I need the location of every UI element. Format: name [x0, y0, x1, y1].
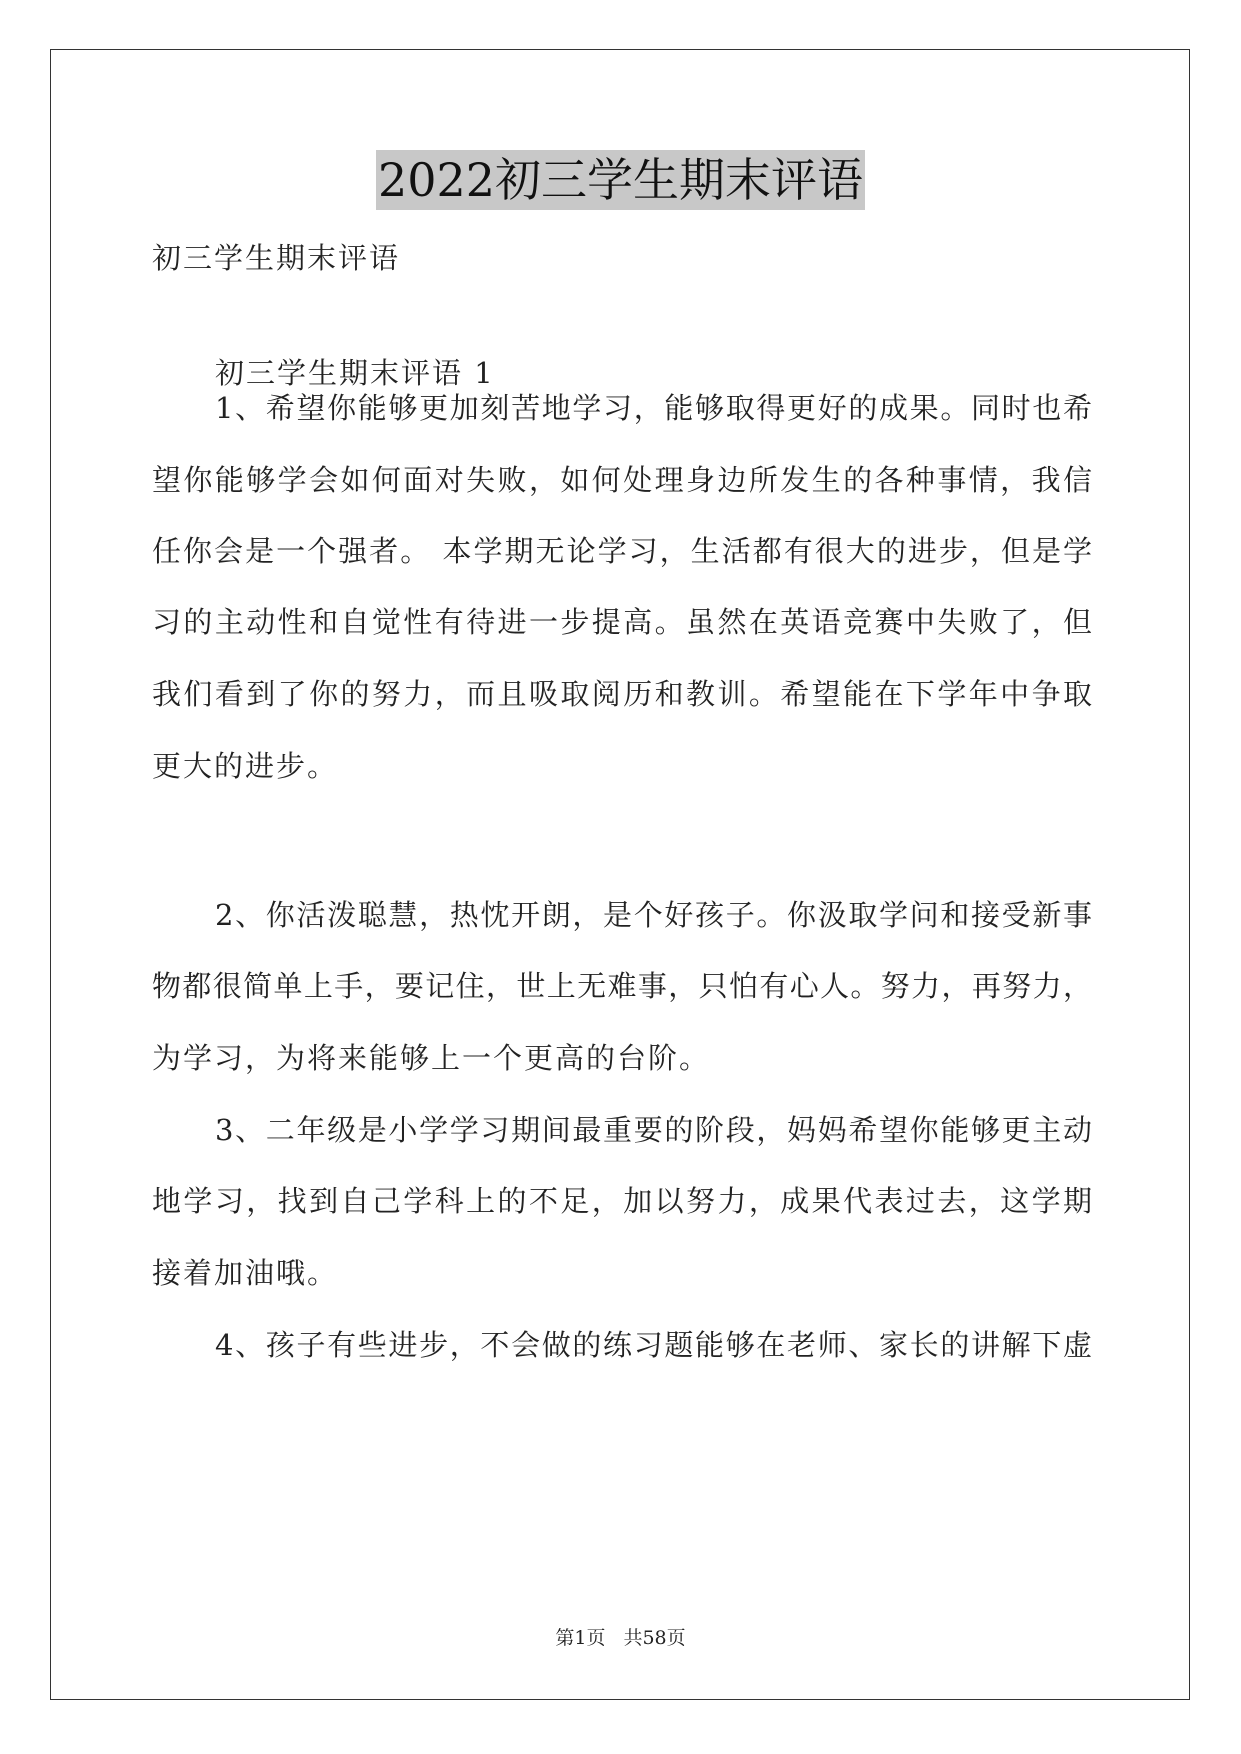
- paragraph-3-line-1: 3、二年级是小学学习期间最重要的阶段，妈妈希望你能够更主动: [215, 1113, 1092, 1147]
- page-number: 第1页: [555, 1627, 606, 1649]
- paragraph-1-line-6: 更大的进步。: [152, 749, 339, 783]
- paragraph-2-line-2: 物都很简单上手，要记住，世上无难事，只怕有心人。努力，再努力，: [152, 969, 1092, 1003]
- document-subtitle: 初三学生期末评语: [152, 241, 401, 275]
- paragraph-3-line-2: 地学习，找到自己学科上的不足，加以努力，成果代表过去，这学期: [152, 1184, 1092, 1218]
- paragraph-1-line-5: 我们看到了你的努力，而且吸取阅历和教训。希望能在下学年中争取: [152, 677, 1092, 711]
- page-border: [50, 49, 1190, 1700]
- paragraph-1-line-4: 习的主动性和自觉性有待进一步提高。虽然在英语竞赛中失败了，但: [152, 605, 1092, 639]
- title-container: [0, 150, 1241, 210]
- paragraph-1-line-2: 望你能够学会如何面对失败，如何处理身边所发生的各种事情，我信: [152, 463, 1092, 497]
- paragraph-1-line-3: 任你会是一个强者。 本学期无论学习，生活都有很大的进步，但是学: [152, 534, 1092, 568]
- page-total: 共58页: [623, 1627, 686, 1649]
- paragraph-2-line-3: 为学习，为将来能够上一个更高的台阶。: [152, 1041, 711, 1075]
- page-footer: [0, 1625, 1241, 1651]
- paragraph-4-line-1: 4、孩子有些进步，不会做的练习题能够在老师、家长的讲解下虚: [215, 1328, 1092, 1362]
- paragraph-2-line-1: 2、你活泼聪慧，热忱开朗，是个好孩子。你汲取学问和接受新事: [215, 898, 1092, 932]
- paragraph-1-line-1: 1、希望你能够更加刻苦地学习，能够取得更好的成果。同时也希: [215, 391, 1092, 425]
- paragraph-3-line-3: 接着加油哦。: [152, 1256, 339, 1290]
- section-heading: 初三学生期末评语 1: [215, 356, 495, 390]
- document-title: 2022初三学生期末评语: [376, 150, 865, 210]
